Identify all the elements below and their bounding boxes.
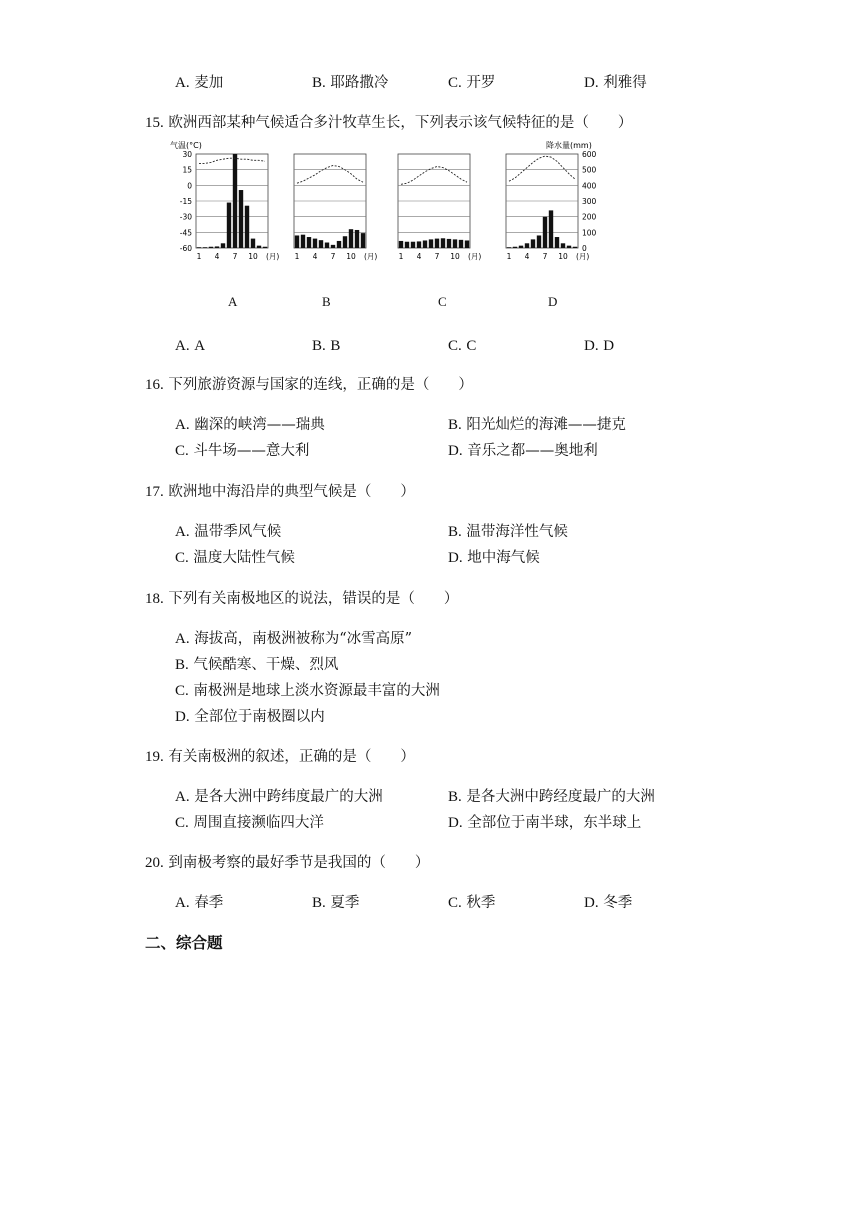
q17-option-c[interactable]: C. 温度大陆性气候 [175,550,295,566]
precip-bar [227,203,231,248]
precip-bar [525,243,529,248]
temp-tick-label: 0 [187,181,192,191]
precip-bar [465,240,469,248]
precip-bar [405,242,409,248]
precip-bar [441,238,445,248]
q20-stem: 20. 到南极考察的最好季节是我国的（ ） [145,855,430,871]
precip-bar [203,247,207,248]
q20-option-a[interactable]: A. 春季 [175,895,224,911]
month-tick-label: 7 [330,252,336,261]
q18-option-c[interactable]: C. 南极洲是地球上淡水资源最丰富的大洲 [175,683,440,699]
month-unit-label: (月) [576,252,590,261]
q18-stem: 18. 下列有关南极地区的说法，错误的是（ ） [145,591,459,607]
precip-bar [507,247,511,248]
q16-stem: 16. 下列旅游资源与国家的连线，正确的是（ ） [145,377,473,393]
precip-bar [343,236,347,248]
temp-line [199,158,265,163]
month-tick-label: 1 [196,252,202,261]
month-tick-label: 4 [524,252,530,261]
q15-option-b[interactable]: B. B [312,338,341,354]
precip-bar [263,247,267,248]
precip-bar [453,239,457,248]
q14-option-a[interactable]: A. 麦加 [175,75,224,91]
precip-bar [233,154,237,248]
precip-tick-label: 500 [582,165,597,175]
q17-option-b[interactable]: B. 温带海洋性气候 [448,524,568,540]
precip-bar [399,241,403,248]
precip-bar [349,229,353,248]
precip-bar [447,239,451,248]
chart-caption-d: D [548,294,558,309]
precip-bar [513,247,517,248]
precip-bar [573,247,577,248]
q20-option-d[interactable]: D. 冬季 [584,895,633,911]
q16-option-c[interactable]: C. 斗牛场——意大利 [175,443,310,459]
precip-bar [257,246,261,248]
month-unit-label: (月) [266,252,280,261]
q19-option-d[interactable]: D. 全部位于南半球，东半球上 [448,815,642,831]
month-tick-label: 4 [214,252,220,261]
q17-option-a[interactable]: A. 温带季风气候 [175,524,282,540]
q15-option-c[interactable]: C. C [448,338,477,354]
precip-tick-label: 0 [582,244,587,253]
q14-option-d[interactable]: D. 利雅得 [584,75,647,91]
chart-caption-b: B [322,294,331,309]
precip-bar [531,239,535,248]
precip-bar [221,243,225,248]
month-tick-label: 10 [346,252,356,261]
precip-bar [245,206,249,248]
temp-tick-label: -30 [179,212,192,222]
month-unit-label: (月) [468,252,482,261]
month-tick-label: 4 [312,252,318,261]
precip-tick-label: 600 [582,150,597,159]
precip-bar [197,247,201,248]
month-unit-label: (月) [364,252,378,261]
month-tick-label: 7 [232,252,238,261]
precip-bar [337,241,341,248]
precip-bar [417,241,421,248]
temp-tick-label: -60 [179,244,192,253]
month-tick-label: 1 [506,252,512,261]
precip-bar [355,230,359,248]
precip-bar [319,240,323,248]
q15-option-d[interactable]: D. D [584,338,615,354]
precip-bar [567,246,571,248]
q17-option-d[interactable]: D. 地中海气候 [448,550,540,566]
precip-bar [561,243,565,248]
precip-bar [251,239,255,248]
precip-bar [361,233,365,248]
q20-option-c[interactable]: C. 秋季 [448,895,496,911]
precip-bar [325,243,329,248]
q18-option-d[interactable]: D. 全部位于南极圈以内 [175,709,325,725]
q19-option-a[interactable]: A. 是各大洲中跨纬度最广的大洲 [175,789,383,805]
precip-bar [239,190,243,248]
month-tick-label: 10 [450,252,460,261]
precip-bar [549,210,553,248]
temp-tick-label: -45 [179,228,192,238]
precip-bar [331,245,335,248]
precip-tick-label: 100 [582,228,597,238]
q20-option-b[interactable]: B. 夏季 [312,895,360,911]
temp-tick-label: -15 [179,197,192,206]
precip-bar [215,246,219,248]
month-tick-label: 1 [398,252,404,261]
precip-bar [555,237,559,248]
precip-bar [411,242,415,248]
chart-caption-c: C [438,294,447,309]
precip-bar [307,237,311,248]
precip-bar [519,246,523,248]
precip-bar [543,217,547,248]
precip-bar [209,247,213,248]
month-tick-label: 10 [248,252,258,261]
month-tick-label: 7 [434,252,440,261]
climate-charts-figure [170,138,610,268]
q15-option-a[interactable]: A. A [175,338,206,354]
temp-tick-label: 30 [182,150,192,159]
precip-axis-title: 降水量(mm) [546,141,592,150]
q16-option-d[interactable]: D. 音乐之都——奥地利 [448,443,598,459]
temp-line [509,156,575,181]
q15-stem: 15. 欧洲西部某种气候适合多汁牧草生长，下列表示该气候特征的是（ ） [145,115,633,131]
temp-line [297,166,363,184]
temp-tick-label: 15 [182,165,192,175]
q19-option-b[interactable]: B. 是各大洲中跨经度最广的大洲 [448,789,655,805]
precip-bar [459,240,463,248]
q18-option-b[interactable]: B. 气候酷寒、干燥、烈风 [175,657,339,673]
q19-stem: 19. 有关南极洲的叙述，正确的是（ ） [145,749,415,765]
month-tick-label: 7 [542,252,548,261]
precip-bar [435,239,439,248]
precip-bar [423,240,427,248]
precip-bar [301,235,305,248]
month-tick-label: 1 [294,252,300,261]
chart-caption-a: A [228,294,238,309]
q14-option-c[interactable]: C. 开罗 [448,75,496,91]
month-tick-label: 10 [558,252,568,261]
section-title: 二、综合题 [145,933,223,952]
precip-bar [537,235,541,248]
month-tick-label: 4 [416,252,422,261]
q17-stem: 17. 欧洲地中海沿岸的典型气候是（ ） [145,484,415,500]
precip-tick-label: 400 [582,181,597,191]
q16-option-b[interactable]: B. 阳光灿烂的海滩——捷克 [448,417,626,433]
q16-option-a[interactable]: A. 幽深的峡湾——瑞典 [175,417,325,433]
q19-option-c[interactable]: C. 周围直接濒临四大洋 [175,815,324,831]
q18-option-a[interactable]: A. 海拔高，南极洲被称为“冰雪高原” [175,631,413,647]
precip-bar [429,239,433,248]
precip-bar [313,239,317,248]
temp-line [401,167,467,185]
precip-tick-label: 200 [582,212,597,222]
precip-bar [295,235,299,248]
q14-option-b[interactable]: B. 耶路撒冷 [312,75,389,91]
temp-axis-title: 气温(°C) [170,141,202,150]
precip-tick-label: 300 [582,197,597,206]
